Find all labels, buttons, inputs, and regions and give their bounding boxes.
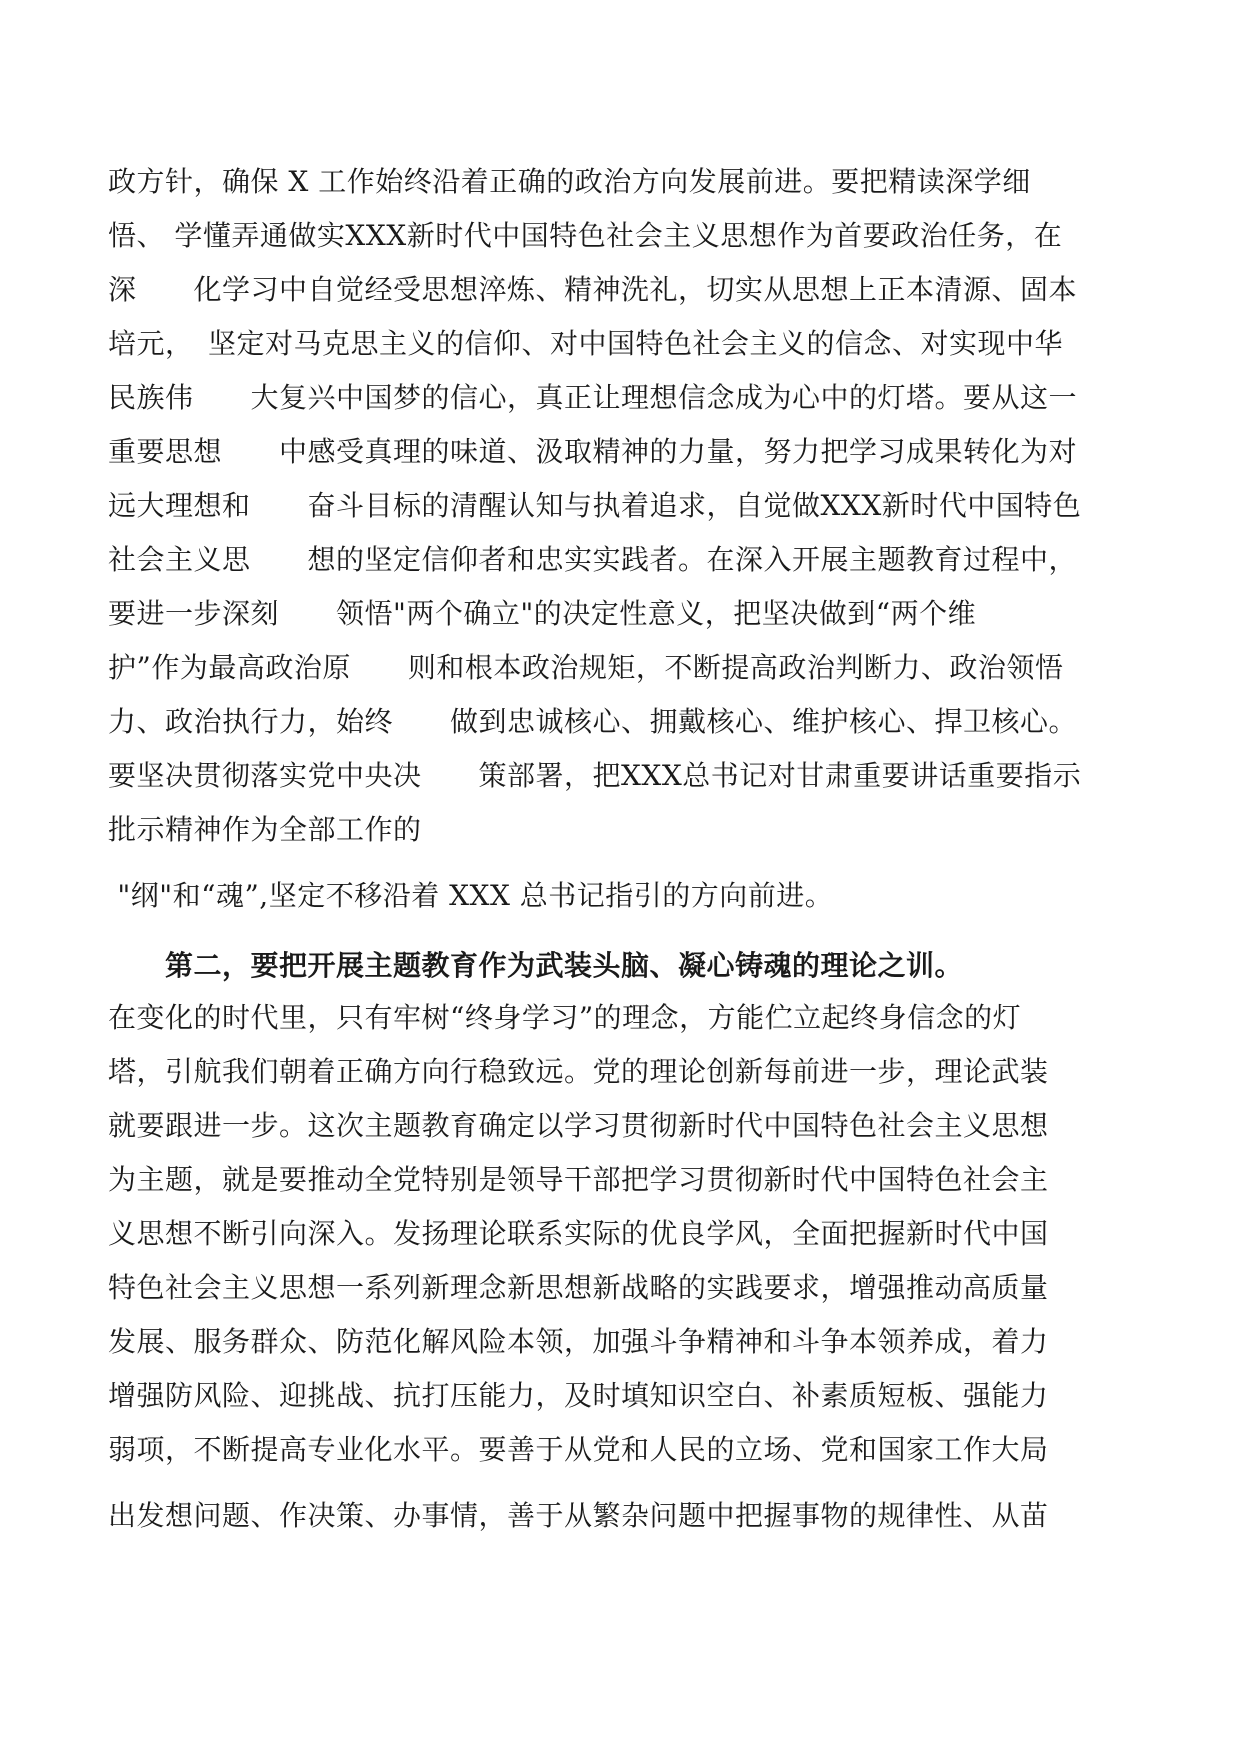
body-text-line: 为主题，就是要推动全党特别是领导干部把学习贯彻新时代中国特色社会主 [108,1163,1049,1196]
body-text-line: 政方针，确保 X 工作始终沿着正确的政治方向发展前进。要把精读深学细 [108,165,1031,198]
body-text-line: 在变化的时代里，只有牢树“终身学习”的理念，方能伫立起终身信念的灯 [108,1001,1022,1034]
body-text-line: 出发想问题、作决策、办事情，善于从繁杂问题中把握事物的规律性、从苗 [108,1499,1049,1532]
body-text-line: 培元， 坚定对马克思主义的信仰、对中国特色社会主义的信念、对实现中华 [108,327,1064,360]
body-text-line: 护”作为最高政治原 则和根本政治规矩，不断提高政治判断力、政治领悟 [108,651,1064,684]
body-text-line: 民族伟 大复兴中国梦的信心，真正让理想信念成为心中的灯塔。要从这一 [108,381,1078,414]
body-text-line: 特色社会主义思想一系列新理念新思想新战略的实践要求，增强推动高质量 [108,1271,1049,1304]
body-text-line: 力、政治执行力，始终 做到忠诚核心、拥戴核心、维护核心、捍卫核心。 [108,705,1078,738]
section-heading: 第二，要把开展主题教育作为武装头脑、凝心铸魂的理论之训。 [108,949,964,982]
body-text-line: 义思想不断引向深入。发扬理论联系实际的优良学风，全面把握新时代中国 [108,1217,1049,1250]
body-text-line: 悟、 学懂弄通做实XXX新时代中国特色社会主义思想作为首要政治任务，在 [108,219,1063,252]
body-text-line: 塔，引航我们朝着正确方向行稳致远。党的理论创新每前进一步，理论武装 [108,1055,1049,1088]
body-text-line: 就要跟进一步。这次主题教育确定以学习贯彻新时代中国特色社会主义思想 [108,1109,1049,1142]
body-text-line: 要坚决贯彻落实党中央决 策部署，把XXX总书记对甘肃重要讲话重要指示 [108,759,1082,792]
body-text-line: "纲"和“魂”,坚定不移沿着 XXX 总书记指引的方向前进。 [108,879,834,912]
body-text-line: 发展、服务群众、防范化解风险本领，加强斗争精神和斗争本领养成，着力 [108,1325,1049,1358]
body-text-line: 深 化学习中自觉经受思想淬炼、精神洗礼，切实从思想上正本清源、固本 [108,273,1078,306]
body-text-line: 远大理想和 奋斗目标的清醒认知与执着追求，自觉做XXX新时代中国特色 [108,489,1082,522]
body-text-line: 要进一步深刻 领悟"两个确立"的决定性意义，把坚决做到“两个维 [108,597,977,630]
body-text-line: 重要思想 中感受真理的味道、汲取精神的力量，努力把学习成果转化为对 [108,435,1078,468]
body-text-line: 弱项，不断提高专业化水平。要善于从党和人民的立场、党和国家工作大局 [108,1433,1049,1466]
body-text-line: 批示精神作为全部工作的 [108,813,422,846]
body-text-line: 社会主义思 想的坚定信仰者和忠实实践者。在深入开展主题教育过程中， [108,543,1078,576]
body-text-line: 增强防风险、迎挑战、抗打压能力，及时填知识空白、补素质短板、强能力 [108,1379,1049,1412]
